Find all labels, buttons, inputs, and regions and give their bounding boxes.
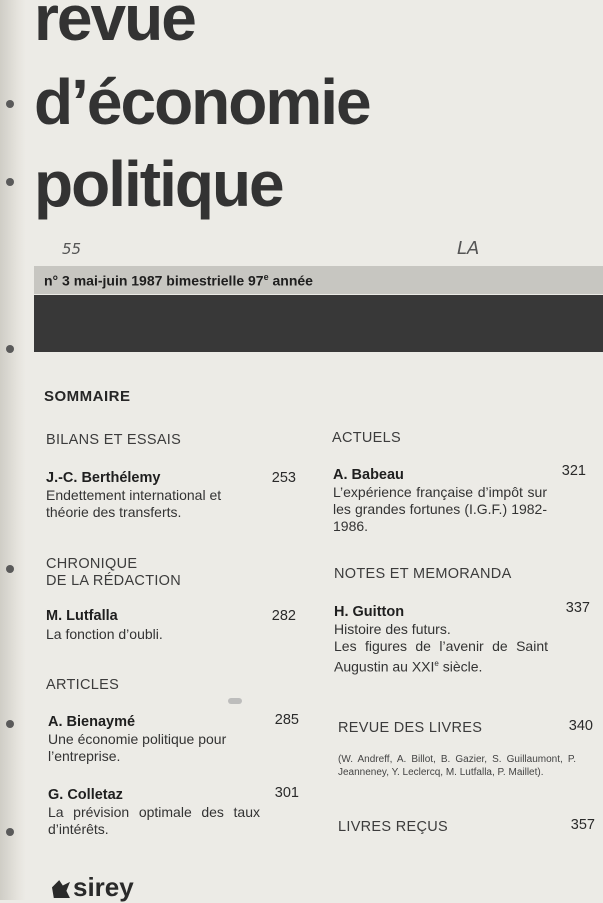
binding-hole-icon [6, 565, 14, 573]
masthead-revue: revue [34, 0, 195, 54]
author-lutfalla[interactable]: M. Lutfalla [46, 608, 118, 624]
title-colletaz[interactable]: La prévision optimale des taux d’intérêts. [48, 804, 260, 837]
title-guitton-2-text: Les figures de l’avenir de Saint Augustin au XXI [334, 638, 548, 675]
binding-hole-icon [6, 828, 14, 836]
section-chronique-line2: DE LA RÉDACTION [46, 573, 182, 589]
issue-suffix: année [268, 272, 313, 289]
binding-hole-icon [6, 178, 14, 186]
author-babeau[interactable]: A. Babeau [333, 467, 404, 483]
masthead-politique: politique [34, 148, 283, 220]
dark-band [34, 295, 603, 352]
title-lutfalla[interactable]: La fonction d’oubli. [46, 626, 163, 642]
ink-smudge [228, 698, 242, 704]
masthead-economie: d’économie [34, 66, 370, 138]
handwritten-note-right: LA [457, 238, 480, 259]
title-babeau[interactable]: L’expérience française d’impôt sur les grandes fortunes (I.G.F.) 1982-1986. [333, 484, 547, 534]
page-number-bienayme: 285 [274, 712, 299, 728]
author-colletaz[interactable]: G. Colletaz [48, 787, 123, 803]
author-berthelemy[interactable]: J.-C. Berthélemy [46, 470, 161, 486]
title-berthelemy[interactable]: Endettement international et théorie des transferts. [46, 487, 222, 520]
publisher-name: sirey [73, 872, 134, 902]
section-bilans-essais: BILANS ET ESSAIS [46, 432, 182, 448]
section-notes-memoranda: NOTES ET MEMORANDA [334, 566, 512, 582]
page-number-guitton: 337 [565, 600, 590, 616]
binding-edge [0, 0, 26, 900]
author-guitton[interactable]: H. Guitton [334, 604, 405, 620]
issue-ordinal-sup: e [263, 272, 269, 282]
issue-bar [34, 266, 603, 294]
title-bienayme[interactable]: Une économie politique pour l’entreprise. [48, 731, 227, 764]
binding-hole-icon [6, 100, 14, 108]
page-number-colletaz: 301 [274, 785, 299, 801]
title-guitton-1[interactable]: Histoire des futurs. [334, 621, 451, 637]
section-revue-des-livres[interactable]: REVUE DES LIVRES [338, 720, 483, 736]
binding-hole-icon [6, 720, 14, 728]
section-actuels: ACTUELS [332, 430, 401, 446]
sommaire-heading: SOMMAIRE [44, 388, 131, 405]
section-articles: ARTICLES [46, 677, 120, 693]
page-number-berthelemy: 253 [271, 470, 296, 486]
publisher-logo [52, 872, 134, 903]
issue-number: n° 3 mai-juin 1987 bimestrielle 97 [44, 272, 264, 289]
page-number-babeau: 321 [561, 463, 586, 479]
page-number-livres-recus: 357 [570, 817, 595, 833]
title-guitton-2-sup: e [434, 659, 439, 668]
section-livres-recus[interactable]: LIVRES REÇUS [338, 819, 448, 835]
issue-info [44, 272, 313, 289]
sirey-logo-icon [52, 880, 70, 898]
page-number-lutfalla: 282 [271, 608, 296, 624]
title-guitton-2[interactable] [334, 638, 548, 676]
title-guitton-2-end: siècle. [438, 658, 483, 675]
handwritten-note-left: 55 [62, 240, 82, 258]
section-chronique-line1: CHRONIQUE [46, 556, 138, 572]
binding-hole-icon [6, 345, 14, 353]
author-bienayme[interactable]: A. Bienaymé [48, 714, 136, 730]
reviewers-list: (W. Andreff, A. Billot, B. Gazier, S. Guillaumont, P. Jeanneney, Y. Leclercq, M. Lutfalla, P. Maillet). [338, 754, 576, 778]
page-number-revue-des-livres: 340 [568, 718, 593, 734]
